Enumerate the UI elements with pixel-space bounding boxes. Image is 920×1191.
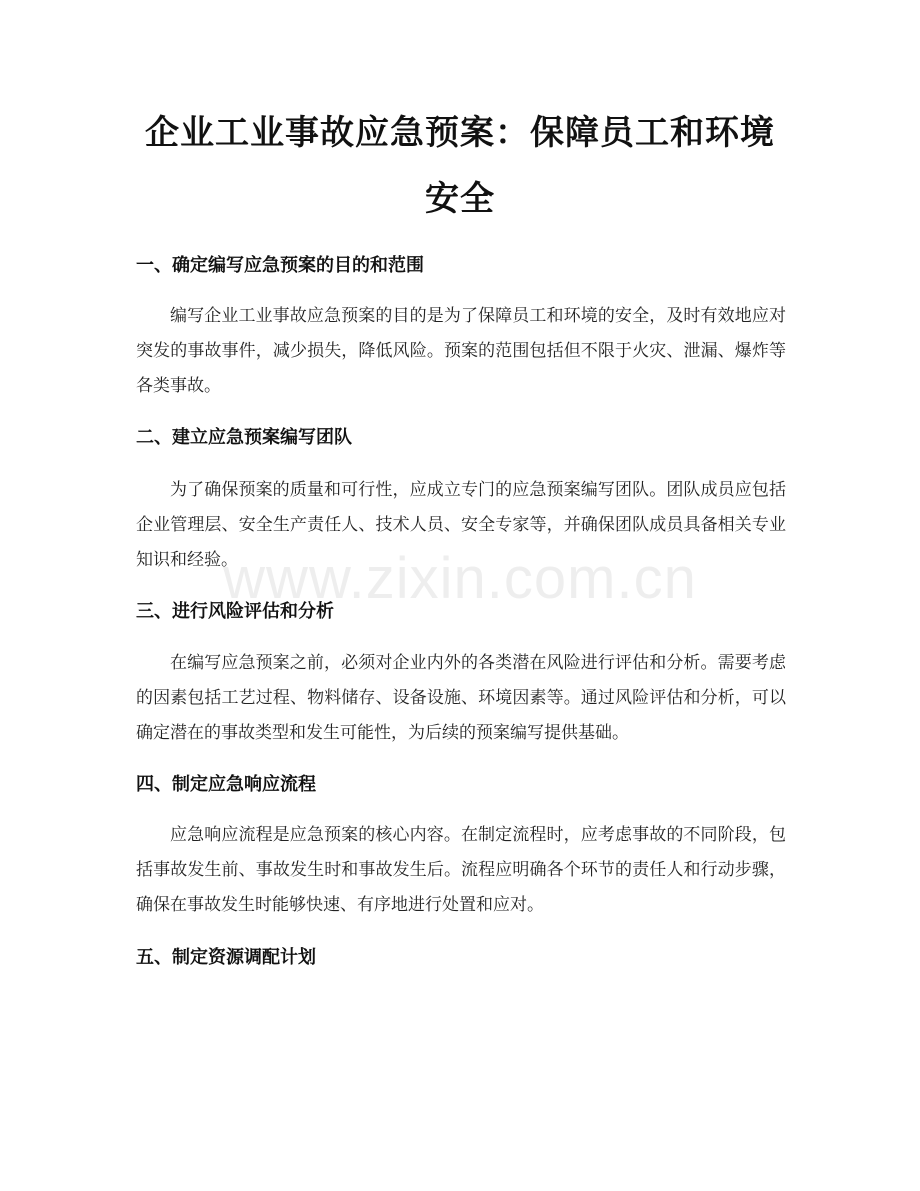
section-3-body: 在编写应急预案之前，必须对企业内外的各类潜在风险进行评估和分析。需要考虑的因素包括工艺过程、物料储存、设备设施、环境因素等。通过风险评估和分析，可以确定潜在的事故类型和发生可能性，为后续的预案编写提供基础。 xyxy=(136,653,786,743)
section-2-body: 为了确保预案的质量和可行性，应成立专门的应急预案编写团队。团队成员应包括企业管理层、安全生产责任人、技术人员、安全专家等，并确保团队成员具备相关专业知识和经验。 xyxy=(136,480,786,570)
section-2-heading: 二、建立应急预案编写团队 xyxy=(136,427,352,448)
section-3-heading: 三、进行风险评估和分析 xyxy=(136,601,334,622)
section-4-body: 应急响应流程是应急预案的核心内容。在制定流程时，应考虑事故的不同阶段，包括事故发生前、事故发生时和事故发生后。流程应明确各个环节的责任人和行动步骤，确保在事故发生时能够快速、有序地进行处置和应对。 xyxy=(136,825,786,915)
section-4-heading: 四、制定应急响应流程 xyxy=(136,774,316,795)
watermark: www.zixin.com.cn xyxy=(223,546,697,611)
section-1-heading: 一、确定编写应急预案的目的和范围 xyxy=(136,255,424,276)
document-title: 企业工业事故应急预案：保障员工和环境安全 xyxy=(145,113,775,219)
section-5-heading: 五、制定资源调配计划 xyxy=(136,947,316,968)
section-1-body: 编写企业工业事故应急预案的目的是为了保障员工和环境的安全，及时有效地应对突发的事故事件，减少损失，降低风险。预案的范围包括但不限于火灾、泄漏、爆炸等各类事故。 xyxy=(136,306,786,396)
